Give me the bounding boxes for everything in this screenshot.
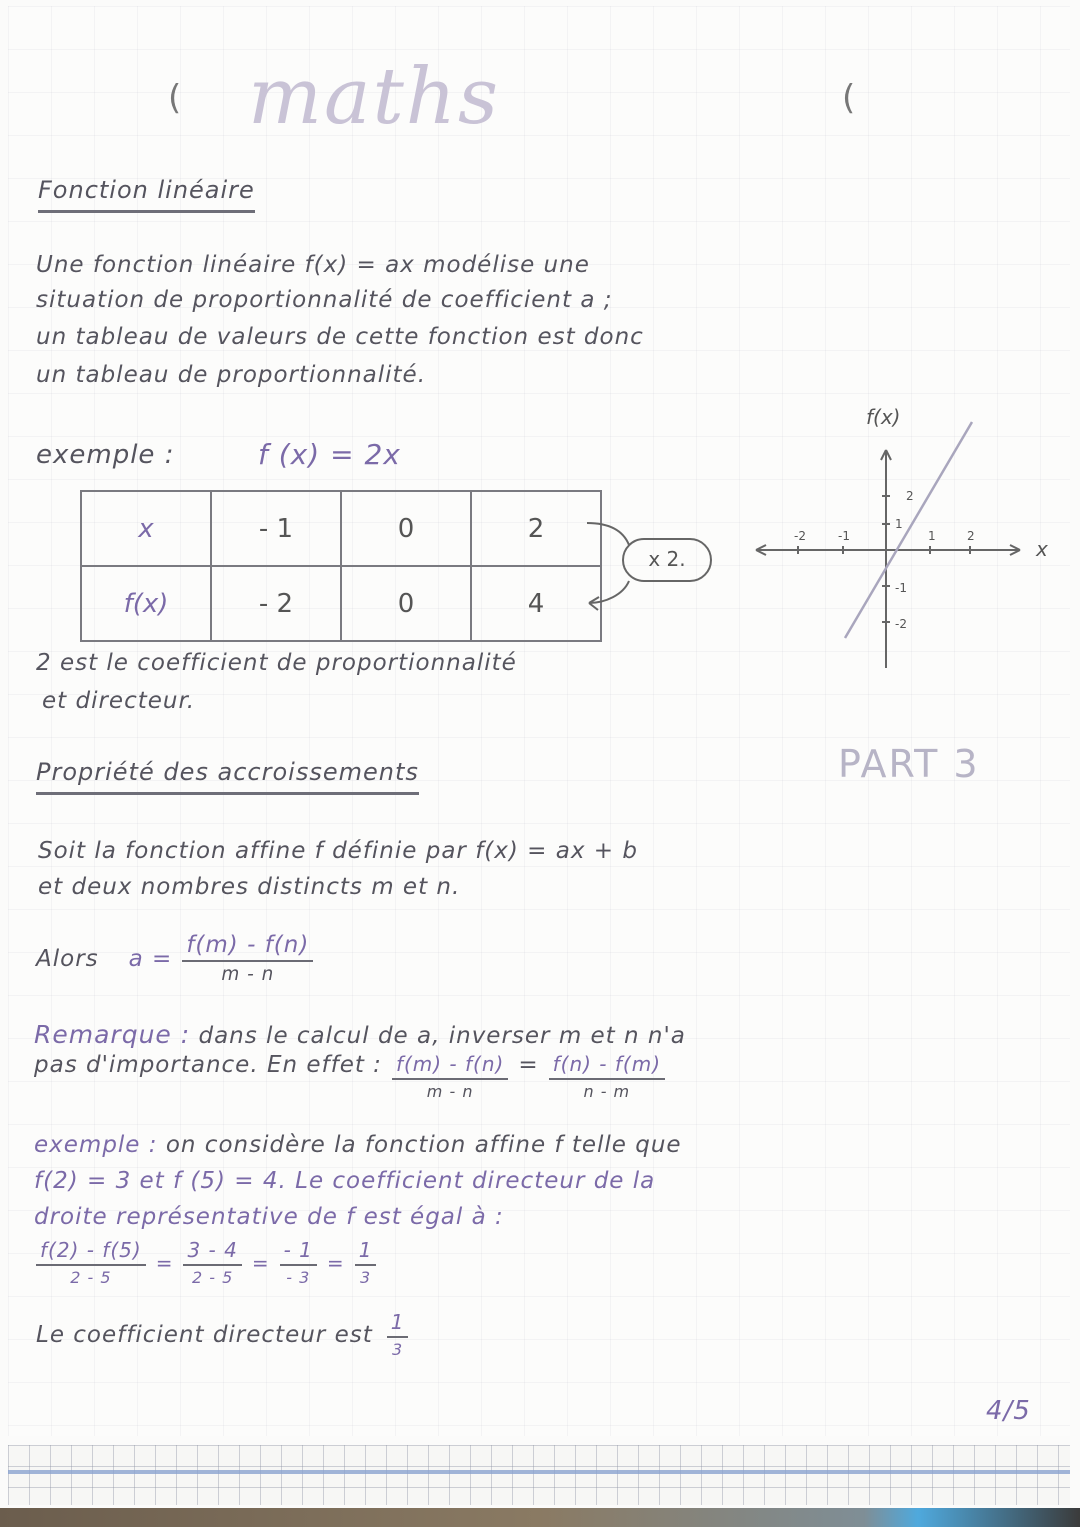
example-line: droite représentative de f est égal à : xyxy=(34,1204,504,1230)
remark-label: Remarque : xyxy=(34,1020,191,1049)
page-number: 4/5 xyxy=(986,1396,1031,1426)
table-cell: 2 xyxy=(471,491,601,566)
y-tick: -2 xyxy=(895,617,907,631)
page-edge-rule xyxy=(8,1470,1070,1474)
example-line: exemple : on considère la fonction affine f telle que xyxy=(34,1132,682,1158)
y-tick: 1 xyxy=(895,517,903,531)
paragraph-line: un tableau de valeurs de cette fonction est donc xyxy=(36,324,644,350)
x-axis-label: x xyxy=(1036,537,1048,561)
paragraph-line: Une fonction linéaire f(x) = ax modélise une xyxy=(36,252,590,278)
formula-fraction: $\frac{f(m) - f(n)}{m - n}$ xyxy=(182,932,313,985)
conclusion-line: 2 est le coefficient de proportionnalité xyxy=(36,650,517,676)
x-tick: -2 xyxy=(794,529,806,543)
multiplier-badge: x 2. xyxy=(622,538,712,582)
values-table xyxy=(80,490,602,642)
table-cell: - 2 xyxy=(211,566,341,641)
desk-background xyxy=(0,1508,1080,1527)
page-title: maths xyxy=(248,52,501,142)
remark-line: Remarque : dans le calcul de a, inverser m et n n'a xyxy=(34,1020,686,1049)
intro-line: Soit la fonction affine f définie par f(x) = ax + b xyxy=(38,838,638,864)
y-tick: 2 xyxy=(906,489,914,503)
remark-fraction: $\frac{f(n) - f(m)}{n - m}$ xyxy=(549,1052,665,1101)
remark-fraction: $\frac{f(m) - f(n)}{m - n}$ xyxy=(392,1052,508,1101)
table-row xyxy=(81,491,601,566)
section-heading-linear-function: Fonction linéaire xyxy=(38,176,255,213)
part-label: PART 3 xyxy=(838,742,980,786)
decorative-paren: ( xyxy=(168,78,182,118)
y-tick: -1 xyxy=(895,581,907,595)
row-header-x: x xyxy=(81,491,211,566)
x-tick: -1 xyxy=(838,529,850,543)
formula-lhs: a = xyxy=(128,945,173,972)
example-line: f(2) = 3 et f (5) = 4. Le coefficient directeur de la xyxy=(34,1168,656,1194)
final-answer: Le coefficient directeur est $\frac{1}{3}$ xyxy=(36,1310,408,1359)
example-label: exemple : xyxy=(34,1132,158,1158)
y-axis-label: f(x) xyxy=(866,405,901,429)
final-fraction: $\frac{1}{3}$ xyxy=(387,1310,409,1359)
paragraph-line: un tableau de proportionnalité. xyxy=(36,362,427,388)
calculation-chain: $\frac{f(2) - f(5)}{2 - 5}$ = $\frac{3 - 4}{2 - 5}$ = $\frac{- 1}{- 3}$ = $\frac{1}{3}$ xyxy=(36,1238,376,1287)
example-label: exemple : xyxy=(36,440,175,470)
table-cell: 0 xyxy=(341,491,471,566)
property-formula xyxy=(36,932,313,985)
linear-function-graph xyxy=(750,400,1070,680)
decorative-paren: ( xyxy=(842,78,856,118)
section-heading-increments: Propriété des accroissements xyxy=(36,758,419,795)
alors-label: Alors xyxy=(36,945,99,972)
table-row xyxy=(81,566,601,641)
grid-paper-strip xyxy=(8,1445,1070,1505)
intro-line: et deux nombres distincts m et n. xyxy=(38,874,461,900)
x-tick: 2 xyxy=(967,529,975,543)
paragraph-line: situation de proportionnalité de coefficient a ; xyxy=(36,287,613,313)
x-tick: 1 xyxy=(928,529,936,543)
conclusion-line: et directeur. xyxy=(42,688,196,714)
table-cell: 4 xyxy=(471,566,601,641)
example-formula: f (x) = 2x xyxy=(258,438,401,471)
table-cell: 0 xyxy=(341,566,471,641)
row-header-fx: f(x) xyxy=(81,566,211,641)
table-cell: - 1 xyxy=(211,491,341,566)
remark-line: pas d'importance. En effet : $\frac{f(m) - f(n)}{m - n}$ = $\frac{f(n) - f(m)}{n - m}$ xyxy=(34,1052,665,1101)
